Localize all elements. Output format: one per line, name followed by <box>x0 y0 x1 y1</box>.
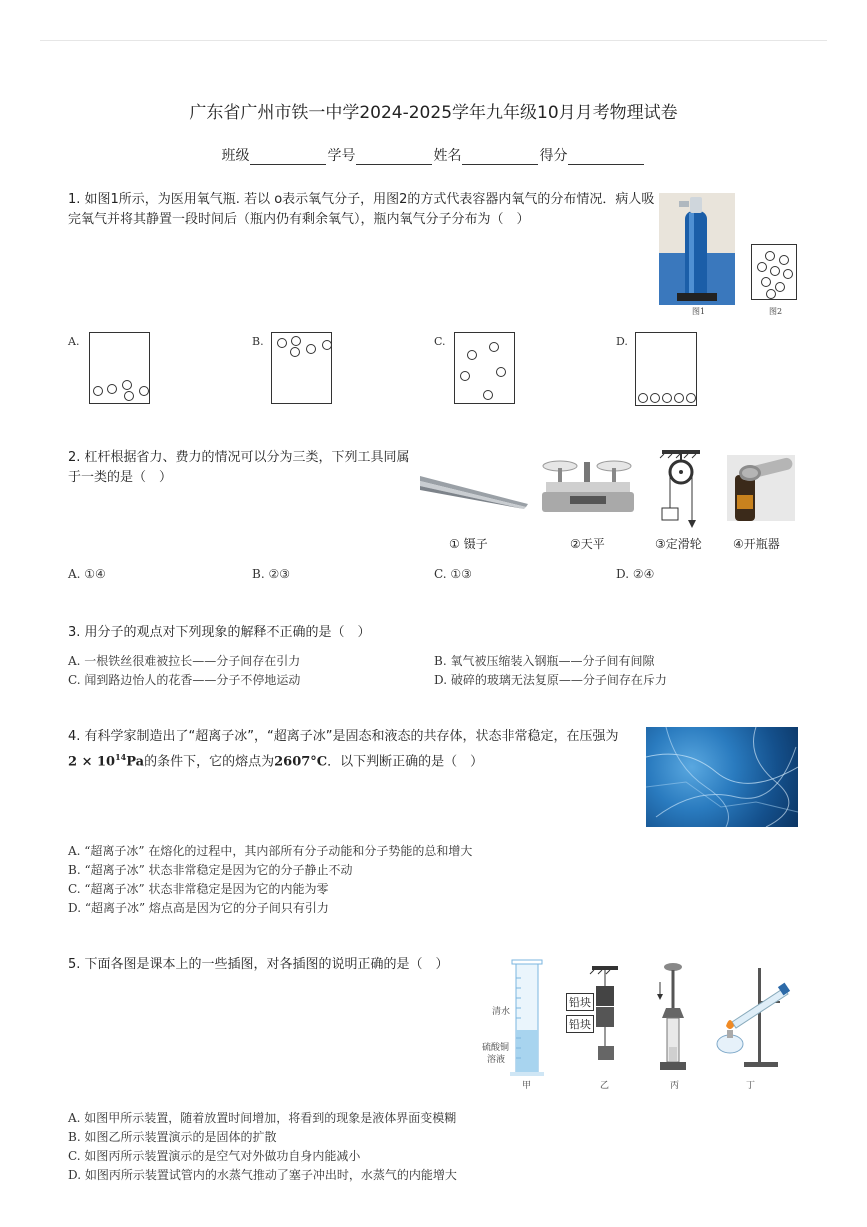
q1-option-c-box[interactable] <box>454 332 515 404</box>
q4-text-line2 <box>68 747 483 772</box>
class-label: 班级 <box>221 148 250 164</box>
q2-bottle-opener-image <box>727 455 795 521</box>
q1-option-c-label[interactable]: C. <box>434 335 446 348</box>
molecule <box>765 251 775 261</box>
q2-tweezers-image <box>420 472 530 512</box>
q3-text: 3. 用分子的观点对下列现象的解释不正确的是（ ） <box>68 625 371 640</box>
molecule <box>489 342 499 352</box>
name-label: 姓名 <box>433 148 462 164</box>
q5-option-d[interactable]: D. 如图丙所示装置试管内的水蒸气推动了塞子冲出时，水蒸气的内能增大 <box>68 1168 457 1182</box>
q2-option-a[interactable]: A. ①④ <box>68 567 106 581</box>
q2-caption-opener: ④开瓶器 <box>733 537 780 551</box>
molecule <box>638 393 648 403</box>
score-label: 得分 <box>539 148 568 164</box>
molecule <box>761 277 771 287</box>
q5-option-a[interactable]: A. 如图甲所示装置，随着放置时间增加，将看到的现象是液体界面变模糊 <box>68 1111 457 1125</box>
molecule <box>483 390 493 400</box>
student-info-line <box>0 145 867 165</box>
molecule <box>757 262 767 272</box>
molecule <box>290 347 300 357</box>
id-blank[interactable] <box>356 150 432 165</box>
q3-option-d[interactable]: D. 破碎的玻璃无法复原——分子间存在斥力 <box>434 673 667 687</box>
q4-option-a[interactable]: A. “超离子冰” 在熔化的过程中，其内部所有分子动能和分子势能的总和增大 <box>68 844 473 858</box>
molecule <box>779 255 789 265</box>
q4-text-end: ．以下判断正确的是（ ） <box>327 754 484 770</box>
name-blank[interactable] <box>462 150 538 165</box>
q4-text-mid: 的条件下，它的熔点为 <box>144 754 275 770</box>
q2-fixed-pulley-image <box>656 450 716 530</box>
q2-option-c[interactable]: C. ①③ <box>434 567 472 581</box>
molecule <box>93 386 103 396</box>
q5-fig-jia-cylinder <box>508 958 548 1078</box>
q5-option-c[interactable]: C. 如图丙所示装置演示的是空气对外做功自身内能减小 <box>68 1149 361 1163</box>
q5-label-lead1-box <box>566 993 594 1011</box>
q2-text-line1: 2. 杠杆根据省力、费力的情况可以分为三类，下列工具同属 <box>68 450 410 465</box>
q2-balance-image <box>540 448 635 518</box>
molecule <box>686 393 696 403</box>
q1-option-b-box[interactable] <box>271 332 332 404</box>
q5-option-b[interactable]: B. 如图乙所示装置演示的是固体的扩散 <box>68 1130 277 1144</box>
q4-text-line1: 4. 有科学家制造出了“超离子冰”，“超离子冰”是固态和液态的共存体，状态非常稳定，在压强为 <box>68 729 619 744</box>
q1-text-line1: 1. 如图1所示，为医用氧气瓶. 若以 o表示氧气分子，用图2的方式代表容器内氧气的分布情况．病人吸 <box>68 192 655 207</box>
molecule <box>650 393 660 403</box>
q1-option-b-label[interactable]: B. <box>252 335 264 348</box>
molecule <box>467 350 477 360</box>
molecule <box>322 340 332 350</box>
molecule <box>291 336 301 346</box>
top-divider <box>40 40 827 41</box>
q2-option-b[interactable]: B. ②③ <box>252 567 290 581</box>
molecule <box>107 384 117 394</box>
q5-label-jia: 甲 <box>522 1081 532 1091</box>
molecule <box>306 344 316 354</box>
q2-text-line2: 于一类的是（ ） <box>68 470 173 485</box>
molecule <box>124 391 134 401</box>
q2-caption-pulley: ③定滑轮 <box>655 537 702 551</box>
molecule <box>770 266 780 276</box>
molecule <box>674 393 684 403</box>
page-title: 广东省广州市铁一中学2024-2025学年九年级10月月考物理试卷 <box>189 103 678 123</box>
q5-text: 5. 下面各图是课本上的一些插图，对各插图的说明正确的是（ ） <box>68 957 449 972</box>
q2-caption-tweezers: ① 镊子 <box>449 537 488 551</box>
molecule <box>662 393 672 403</box>
q1-text-line2: 完氧气并将其静置一段时间后（瓶内仍有剩余氧气），瓶内氧气分子分布为（ ） <box>68 212 530 227</box>
q5-label-solution2: 溶液 <box>487 1055 506 1065</box>
q5-label-solution1: 硫酸铜 <box>482 1043 510 1053</box>
q3-option-c[interactable]: C. 闻到路边怡人的花香——分子不停地运动 <box>68 673 301 687</box>
q5-label-bing: 丙 <box>670 1081 680 1091</box>
q1-fig2-box <box>751 244 797 300</box>
q1-fig2-label: 图2 <box>769 307 783 316</box>
q5-label-lead2: 铅块 <box>569 1018 591 1031</box>
q1-option-a-box[interactable] <box>89 332 150 404</box>
q5-label-yi: 乙 <box>600 1081 610 1091</box>
molecule <box>766 289 776 299</box>
q4-superionic-ice-image <box>646 727 798 827</box>
q5-label-lead1: 铅块 <box>569 996 591 1009</box>
q5-fig-ding-test-tube <box>710 962 790 1074</box>
q4-pressure-exponent: 14 <box>115 752 127 762</box>
q1-option-d-label[interactable]: D. <box>616 335 628 348</box>
q4-option-c[interactable]: C. “超离子冰” 状态非常稳定是因为它的内能为零 <box>68 882 329 896</box>
score-blank[interactable] <box>568 150 644 165</box>
q4-pressure-unit: Pa <box>126 754 145 770</box>
q2-caption-balance: ②天平 <box>570 537 605 551</box>
q2-option-d[interactable]: D. ②④ <box>616 567 655 581</box>
q3-option-b[interactable]: B. 氧气被压缩装入钢瓶——分子间有间隙 <box>434 654 655 668</box>
class-blank[interactable] <box>250 150 326 165</box>
q4-pressure-base: 2 × 10 <box>68 754 116 770</box>
q5-label-lead2-box <box>566 1015 594 1033</box>
q1-option-d-box[interactable] <box>635 332 697 406</box>
molecule <box>277 338 287 348</box>
molecule <box>783 269 793 279</box>
q1-option-a-label[interactable]: A. <box>68 335 80 348</box>
q4-option-b[interactable]: B. “超离子冰” 状态非常稳定是因为它的分子静止不动 <box>68 863 353 877</box>
molecule <box>496 367 506 377</box>
q1-fig1-label: 图1 <box>692 307 706 316</box>
id-label: 学号 <box>327 148 356 164</box>
q5-label-water: 清水 <box>492 1007 511 1017</box>
molecule <box>122 380 132 390</box>
q3-option-a[interactable]: A. 一根铁丝很难被拉长——分子间存在引力 <box>68 654 301 668</box>
molecule <box>460 371 470 381</box>
q1-oxygen-cylinder-image <box>659 193 735 305</box>
molecule <box>139 386 149 396</box>
q5-label-ding: 丁 <box>746 1081 756 1091</box>
q5-fig-bing-compression-tube <box>656 962 696 1074</box>
molecule <box>775 282 785 292</box>
q4-option-d[interactable]: D. “超离子冰” 熔点高是因为它的分子间只有引力 <box>68 901 329 915</box>
q4-melting-point: 2607°C <box>274 754 328 770</box>
